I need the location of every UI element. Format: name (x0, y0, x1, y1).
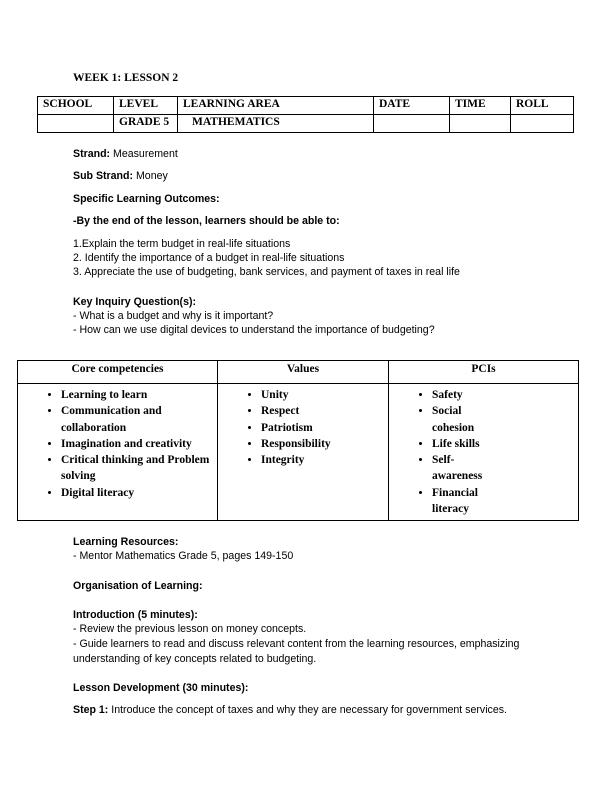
step-1-line (73, 703, 507, 717)
values-list (219, 387, 387, 468)
date-value (374, 115, 450, 133)
sub-strand-label: Sub Strand: (73, 170, 134, 182)
kiq-question-2: - How can we use digital devices to understand the importance of budgeting? (73, 324, 435, 336)
admin-value-row (38, 115, 574, 133)
introduction-line-3: understanding of key concepts related to budgeting. (73, 653, 317, 665)
introduction-line-2: - Guide learners to read and discuss relevant content from the learning resources, emphasizing (73, 638, 520, 650)
resources-item: - Mentor Mathematics Grade 5, pages 149-150 (73, 550, 294, 562)
list-item: • Digital literacy (61, 485, 216, 501)
level-header: LEVEL (114, 97, 178, 115)
values-header: Values (218, 361, 389, 384)
kiq-question-1: - What is a budget and why is it important? (73, 310, 274, 322)
kiq-heading: Key Inquiry Question(s): (73, 296, 197, 308)
school-header: SCHOOL (38, 97, 114, 115)
list-item: • Safety (432, 387, 487, 403)
competency-header-row (18, 361, 579, 384)
admin-header-row (38, 97, 574, 115)
school-value (38, 115, 114, 133)
admin-table (37, 96, 574, 133)
core-competencies-header: Core competencies (18, 361, 218, 384)
list-item: • Imagination and creativity (61, 436, 216, 452)
list-item: • Social cohesion (432, 403, 487, 436)
sub-strand-line (73, 169, 168, 183)
list-item: • Self-awareness (432, 452, 487, 485)
list-item: • Respect (261, 403, 387, 419)
list-item: • Responsibility (261, 436, 387, 452)
strand-line (73, 147, 178, 161)
outcome-2: 2. Identify the importance of a budget in real-life situations (73, 252, 345, 264)
list-item: • Unity (261, 387, 387, 403)
organisation-heading: Organisation of Learning: (73, 580, 203, 592)
list-item: • Critical thinking and Problem solving (61, 452, 216, 485)
introduction-heading: Introduction (5 minutes): (73, 609, 198, 621)
core-competencies-cell (18, 384, 218, 521)
strand-label: Strand: (73, 148, 111, 160)
pcis-list (390, 387, 577, 517)
values-cell (218, 384, 389, 521)
step-1-label: Step 1: (73, 704, 109, 716)
outcome-1: 1.Explain the term budget in real-life situations (73, 238, 291, 250)
competency-body-row (18, 384, 579, 521)
slo-intro: -By the end of the lesson, learners should be able to: (73, 215, 340, 227)
outcome-3: 3. Appreciate the use of budgeting, bank services, and payment of taxes in real life (73, 266, 460, 278)
sub-strand-value: Money (133, 170, 168, 182)
core-competencies-list (19, 387, 216, 501)
slo-heading: Specific Learning Outcomes: (73, 193, 220, 205)
roll-header: ROLL (511, 97, 574, 115)
date-header: DATE (374, 97, 450, 115)
pcis-cell (389, 384, 579, 521)
list-item: • Financial literacy (432, 485, 487, 518)
introduction-line-1: - Review the previous lesson on money concepts. (73, 623, 307, 635)
pcis-header: PCIs (389, 361, 579, 384)
list-item: • Communication and collaboration (61, 403, 216, 436)
time-value (450, 115, 511, 133)
list-item: • Integrity (261, 452, 387, 468)
lesson-title: WEEK 1: LESSON 2 (73, 72, 179, 84)
strand-value: Measurement (110, 148, 178, 160)
time-header: TIME (450, 97, 511, 115)
step-1-text: Introduce the concept of taxes and why they are necessary for government services. (108, 704, 507, 716)
roll-value (511, 115, 574, 133)
list-item: • Patriotism (261, 420, 387, 436)
list-item: • Life skills (432, 436, 487, 452)
learning-area-value: MATHEMATICS (178, 115, 374, 133)
resources-heading: Learning Resources: (73, 536, 179, 548)
list-item: • Learning to learn (61, 387, 216, 403)
level-value: GRADE 5 (114, 115, 178, 133)
development-heading: Lesson Development (30 minutes): (73, 682, 249, 694)
learning-area-header: LEARNING AREA (178, 97, 374, 115)
competency-table (17, 360, 579, 521)
